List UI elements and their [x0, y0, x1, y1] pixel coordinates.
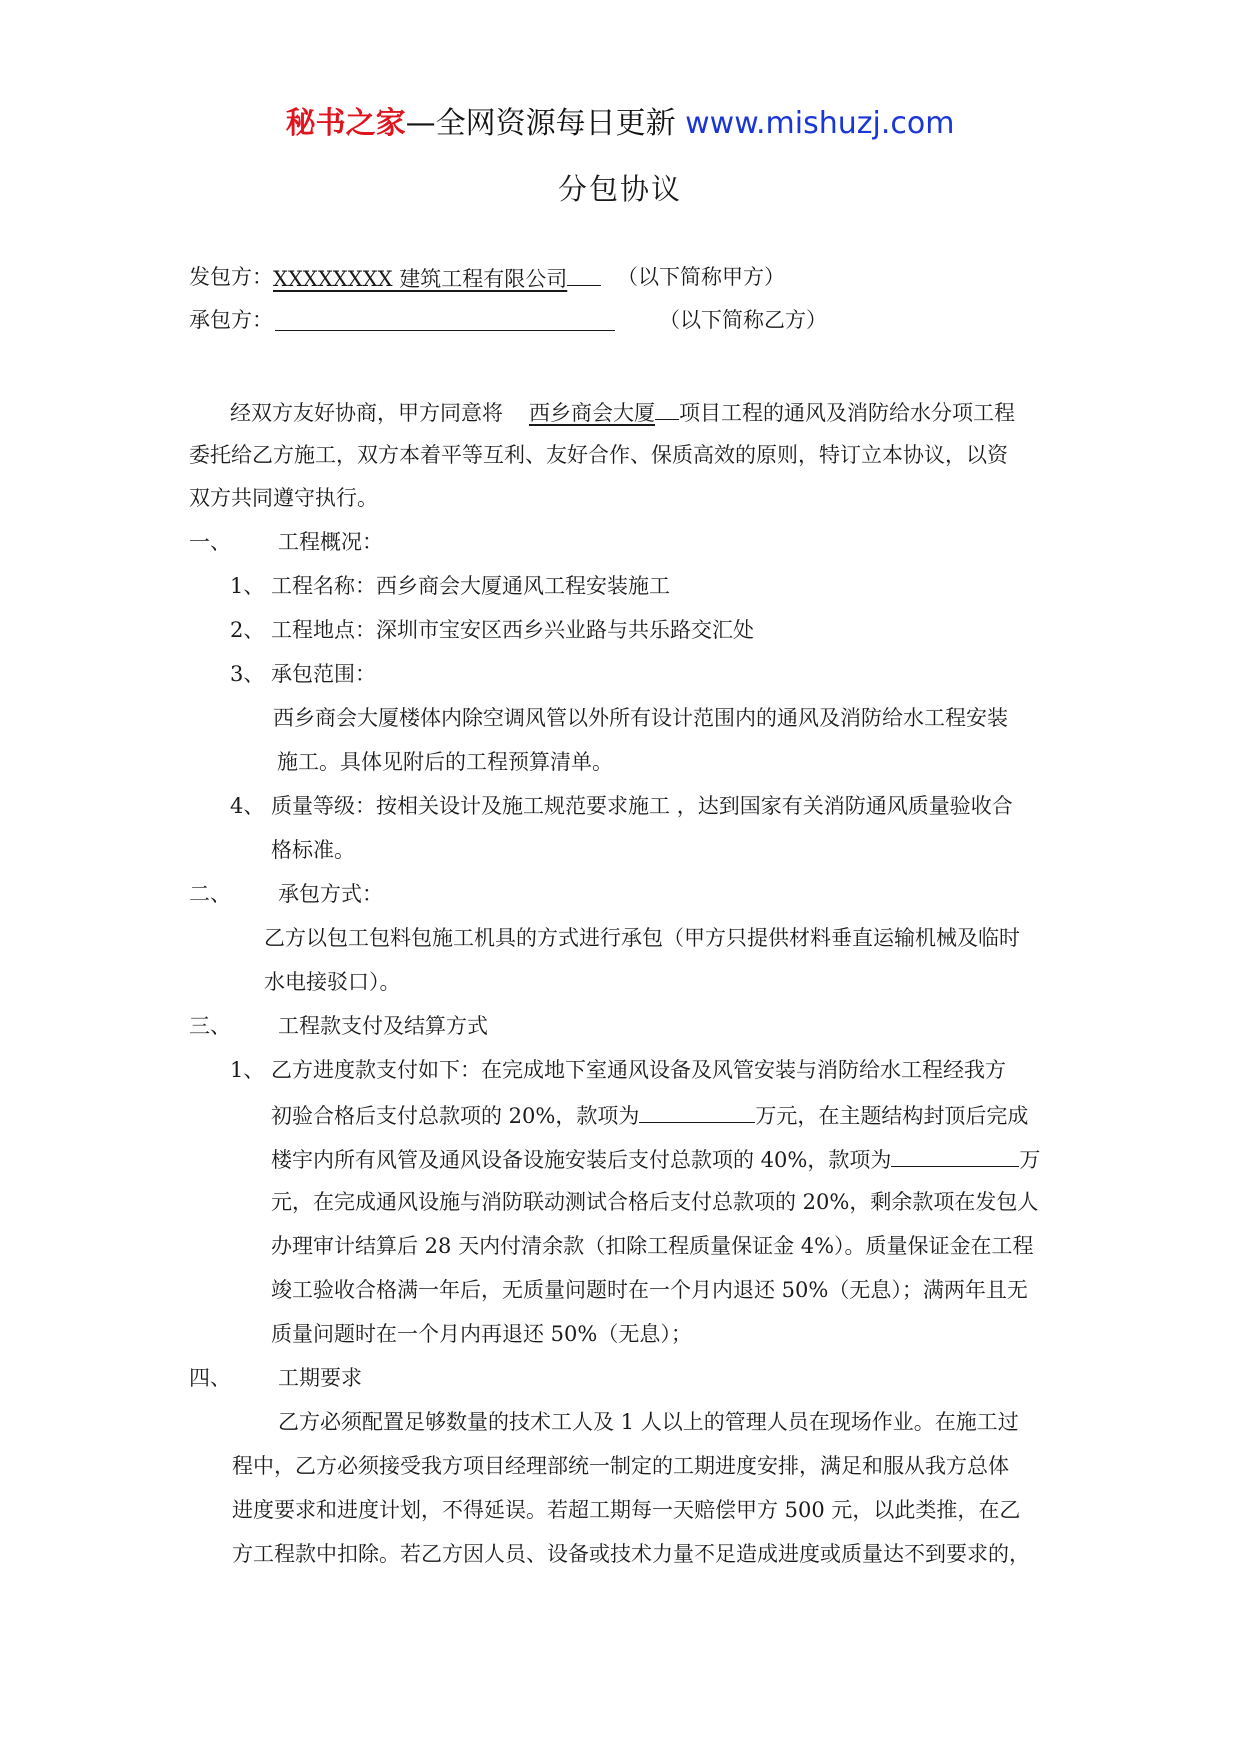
- section-3-number: 三、: [189, 1014, 231, 1038]
- site-url-link[interactable]: www.mishuzj.com: [685, 106, 955, 141]
- contractor-name: XXXXXXXX 建筑工程有限公司: [273, 263, 601, 293]
- section-3-text-1: 1、 乙方进度款支付如下：在完成地下室通风设备及风管安装与消防给水工程经我方: [230, 1058, 1007, 1082]
- intro-line-3: 双方共同遵守执行。: [189, 486, 378, 510]
- section-2-text-2: 水电接驳口）。: [264, 970, 401, 994]
- intro-line-1: 经双方友好协商，甲方同意将 西乡商会大厦 项目工程的通风及消防给水分项工程: [230, 397, 1015, 427]
- section-1-item-3: 3、 承包范围：: [230, 662, 377, 686]
- section-4-number: 四、: [189, 1366, 231, 1390]
- contractor-label: 发包方：: [189, 265, 273, 289]
- section-1-item-4: 4、 质量等级：按相关设计及施工规范要求施工 ，达到国家有关消防通风质量验收合: [230, 794, 1013, 818]
- section-1-item-1: 1、 工程名称：西乡商会大厦通风工程安装施工: [230, 574, 671, 598]
- intro-line-2: 委托给乙方施工，双方本着平等互利、友好合作、保质高效的原则，特订立本协议，以资: [189, 443, 1008, 467]
- section-1-title: 工程概况：: [278, 530, 383, 554]
- payment-40-amount-blank[interactable]: [891, 1144, 1019, 1167]
- site-brand: 秘书之家: [285, 106, 406, 141]
- subcontractor-label: 承包方：: [189, 308, 273, 332]
- project-name: 西乡商会大厦: [529, 401, 655, 425]
- section-2-title: 承包方式：: [278, 882, 383, 906]
- section-4-text-2: 程中，乙方必须接受我方项目经理部统一制定的工期进度安排，满足和服从我方总体: [232, 1454, 1009, 1478]
- section-3-text-3: 楼宇内所有风管及通风设备设施安装后支付总款项的 40%，款项为 万: [271, 1144, 1040, 1174]
- payment-20-amount-blank[interactable]: [639, 1100, 755, 1123]
- section-4-text-3: 进度要求和进度计划，不得延误。若超工期每一天赔偿甲方 500 元，以此类推，在乙: [232, 1498, 1021, 1522]
- section-4-title: 工期要求: [278, 1366, 362, 1390]
- section-3-title: 工程款支付及结算方式: [278, 1014, 488, 1038]
- site-tagline: —全网资源每日更新: [405, 106, 676, 141]
- document-title: 分包协议: [557, 172, 682, 206]
- section-4-text-1: 乙方必须配置足够数量的技术工人及 1 人以上的管理人员在现场作业。在施工过: [278, 1410, 1019, 1434]
- section-3-text-7: 质量问题时在一个月内再退还 50%（无息）；: [271, 1322, 692, 1346]
- site-header: [0, 104, 1240, 144]
- section-1-item-4-cont: 格标准。: [271, 838, 355, 862]
- section-2-text-1: 乙方以包工包料包施工机具的方式进行承包（甲方只提供材料垂直运输机械及临时: [264, 926, 1020, 950]
- subcontractor-note: （以下简称乙方）: [659, 308, 827, 332]
- section-1-number: 一、: [189, 530, 231, 554]
- section-3-text-5: 办理审计结算后 28 天内付清余款（扣除工程质量保证金 4%）。质量保证金在工程: [271, 1234, 1034, 1258]
- section-1-item-3-text-1: 西乡商会大厦楼体内除空调风管以外所有设计范围内的通风及消防给水工程安装: [273, 706, 1008, 730]
- section-1-item-3-text-2: 施工。具体见附后的工程预算清单。: [277, 750, 613, 774]
- section-1-item-2: 2、 工程地点：深圳市宝安区西乡兴业路与共乐路交汇处: [230, 618, 755, 642]
- section-3-text-6: 竣工验收合格满一年后，无质量问题时在一个月内退还 50%（无息）；满两年且无: [271, 1278, 1028, 1302]
- section-4-text-4: 方工程款中扣除。若乙方因人员、设备或技术力量不足造成进度或质量达不到要求的，: [232, 1542, 1030, 1566]
- subcontractor-name-blank[interactable]: [275, 308, 615, 331]
- section-3-text-4: 元，在完成通风设施与消防联动测试合格后支付总款项的 20%，剩余款项在发包人: [271, 1190, 1039, 1214]
- section-3-text-2: 初验合格后支付总款项的 20%，款项为 万元，在主题结构封顶后完成: [271, 1100, 1028, 1130]
- contractor-note: （以下简称甲方）: [617, 265, 785, 289]
- section-2-number: 二、: [189, 882, 231, 906]
